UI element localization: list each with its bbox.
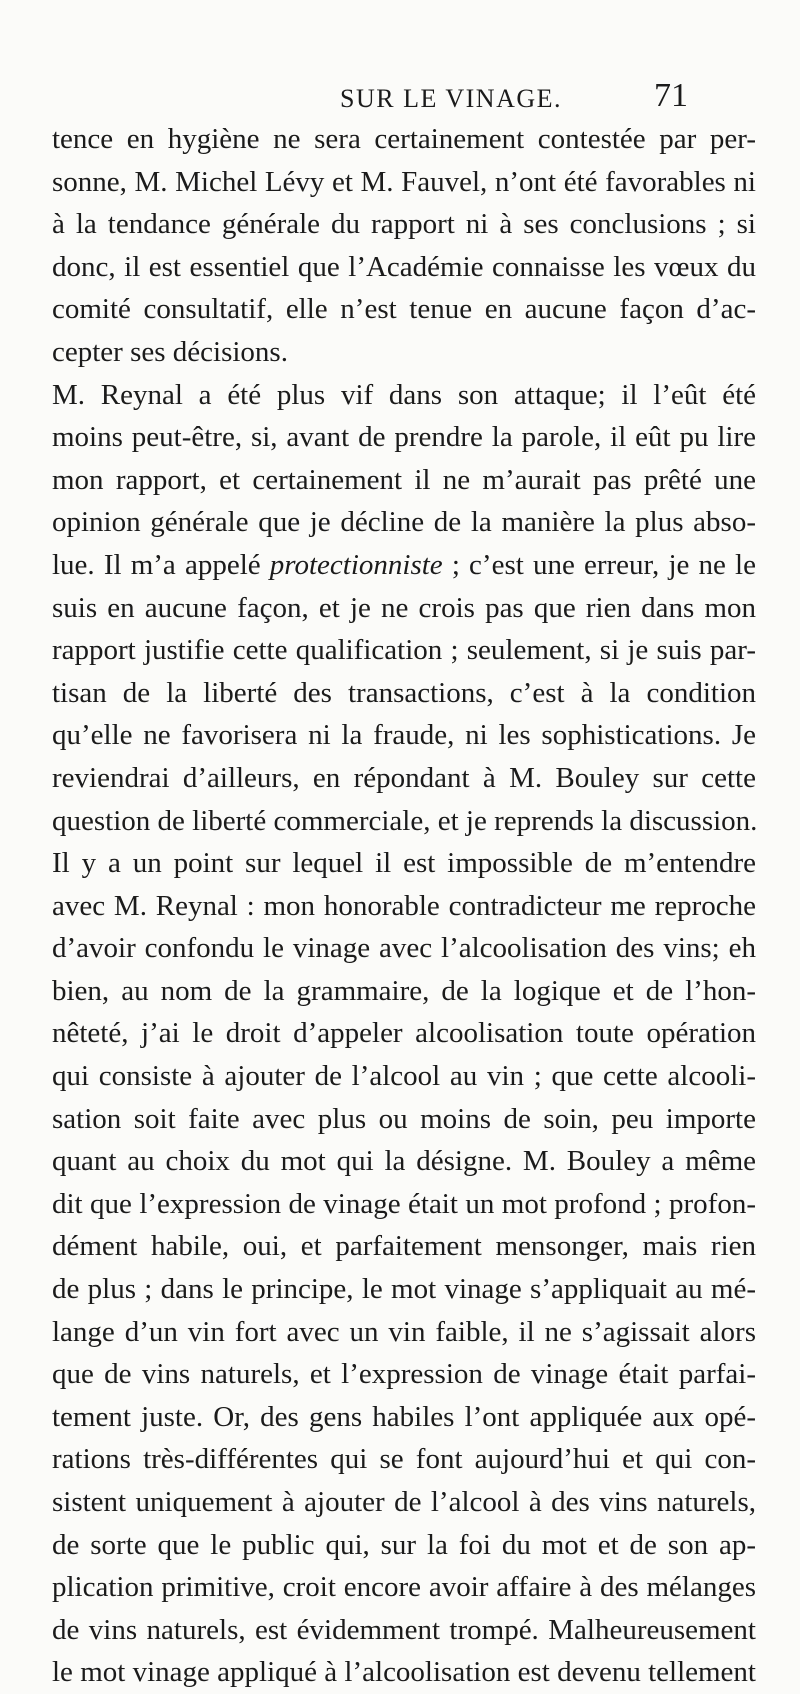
text-line: moins peut-être, si, avant de prendre la parole, il eût pu lire bbox=[52, 421, 756, 454]
text-line: M. Reynal a été plus vif dans son attaque; il l’eût été bbox=[52, 378, 756, 411]
text-line: comité consultatif, elle n’est tenue en aucune façon d’ac- bbox=[52, 293, 756, 326]
text-line: rations très-différentes qui se font aujourd’hui et qui con- bbox=[52, 1443, 756, 1476]
text-line: qui consiste à ajouter de l’alcool au vin ; que cette alcooli- bbox=[52, 1060, 756, 1093]
text-line: quant au choix du mot qui la désigne. M. Bouley a même bbox=[52, 1145, 756, 1178]
text-line: mon rapport, et certainement il ne m’aurait pas prêté une bbox=[52, 463, 756, 496]
text-line: rapport justifie cette qualification ; seulement, si je suis par- bbox=[52, 634, 756, 667]
text-line: d’avoir confondu le vinage avec l’alcoolisation des vins; eh bbox=[52, 932, 756, 965]
text-line: bien, au nom de la grammaire, de la logique et de l’hon- bbox=[52, 974, 756, 1007]
text-line: tement juste. Or, des gens habiles l’ont appliquée aux opé- bbox=[52, 1400, 756, 1433]
text-line: question de liberté commerciale, et je reprends la discussion. bbox=[52, 804, 758, 837]
text-line: à la tendance générale du rapport ni à ses conclusions ; si bbox=[52, 208, 756, 241]
italic-word: protectionniste bbox=[269, 548, 443, 581]
text-line: suis en aucune façon, et je ne crois pas que rien dans mon bbox=[52, 591, 756, 624]
text-line: que de vins naturels, et l’expression de vinage était parfai- bbox=[52, 1358, 756, 1391]
running-title: SUR LE VINAGE. bbox=[340, 84, 563, 113]
text-line: sation soit faite avec plus ou moins de soin, peu importe bbox=[52, 1102, 756, 1135]
text-line: plication primitive, croit encore avoir affaire à des mélanges bbox=[52, 1571, 756, 1604]
text-line: opinion générale que je décline de la manière la plus abso- bbox=[52, 506, 756, 539]
text-line: tisan de la liberté des transactions, c’est à la condition bbox=[52, 676, 756, 709]
running-header bbox=[0, 77, 800, 116]
text-line: dit que l’expression de vinage était un mot profond ; profon- bbox=[52, 1187, 756, 1220]
text-segment: lue. Il m’a appelé bbox=[52, 548, 270, 581]
text-line: avec M. Reynal : mon honorable contradicteur me reproche bbox=[52, 889, 756, 922]
text-segment: ; c’est une erreur, je ne le bbox=[442, 548, 756, 581]
text-line: reviendrai d’ailleurs, en répondant à M. Bouley sur cette bbox=[52, 761, 756, 794]
text-line: cepter ses décisions. bbox=[52, 335, 288, 368]
text-line bbox=[52, 544, 756, 587]
text-line: dément habile, oui, et parfaitement mensonger, mais rien bbox=[52, 1230, 756, 1263]
text-line: de vins naturels, est évidemment trompé. Malheureusement bbox=[52, 1613, 756, 1646]
text-line: tence en hygiène ne sera certainement contestée par per- bbox=[52, 123, 756, 155]
text-line: lange d’un vin fort avec un vin faible, il ne s’agissait alors bbox=[52, 1315, 756, 1348]
body-text bbox=[52, 118, 756, 1694]
text-line: sonne, M. Michel Lévy et M. Fauvel, n’ont été favorables ni bbox=[52, 165, 756, 198]
text-line: le mot vinage appliqué à l’alcoolisation est devenu tellement bbox=[52, 1656, 756, 1689]
text-line: nêteté, j’ai le droit d’appeler alcoolisation toute opération bbox=[52, 1017, 756, 1050]
text-line: de sorte que le public qui, sur la foi du mot et de son ap- bbox=[52, 1528, 756, 1561]
page-number: 71 bbox=[654, 77, 688, 114]
text-line: donc, il est essentiel que l’Académie connaisse les vœux du bbox=[52, 250, 756, 283]
text-line: qu’elle ne favorisera ni la fraude, ni les sophistications. Je bbox=[52, 719, 756, 752]
text-line: de plus ; dans le principe, le mot vinage s’appliquait au mé- bbox=[52, 1273, 756, 1306]
text-line: Il y a un point sur lequel il est impossible de m’entendre bbox=[52, 847, 756, 880]
text-line: sistent uniquement à ajouter de l’alcool à des vins naturels, bbox=[52, 1486, 756, 1518]
